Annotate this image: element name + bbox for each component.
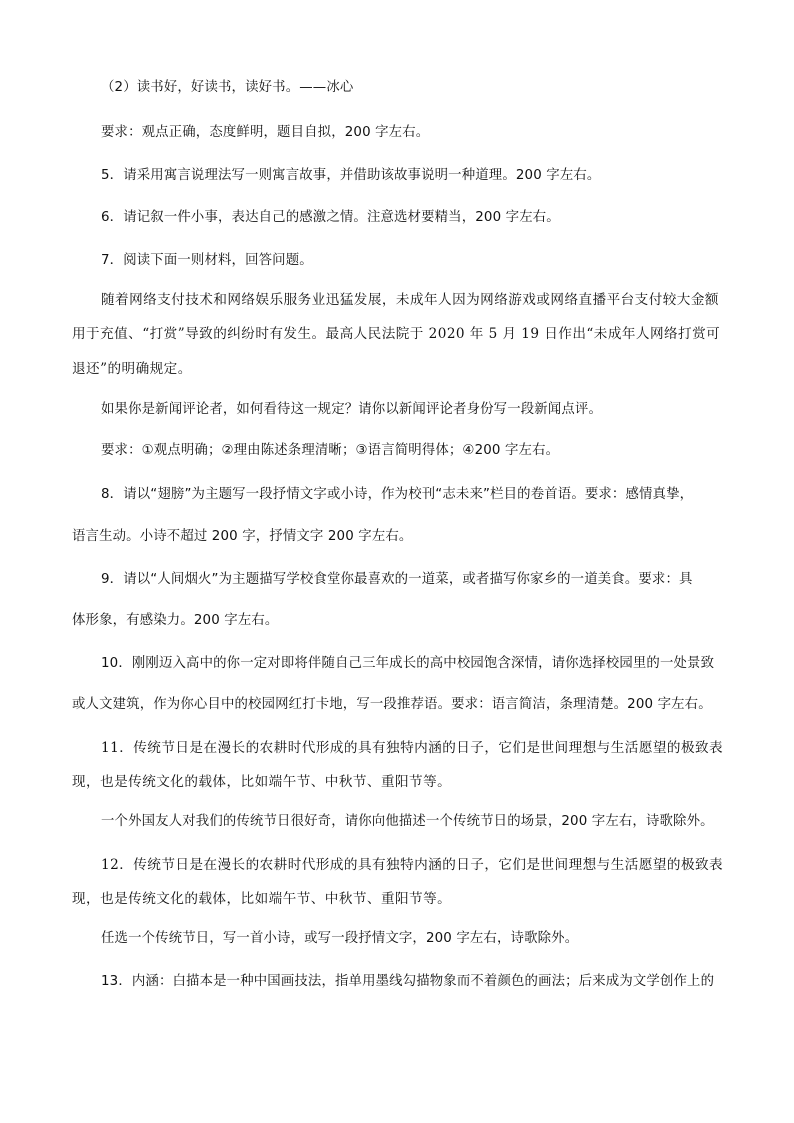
material-line-1: 随着网络支付技术和网络娱乐服务业迅猛发展，未成年人因为网络游戏或网络直播平台支付较大金额 — [101, 292, 719, 308]
question-12-prompt: 任选一个传统节日，写一首小诗，或写一段抒情文字，200 字左右，诗歌除外。 — [101, 931, 579, 946]
quote-line: （2）读书好，好读书，读好书。——冰心 — [101, 80, 354, 95]
question-9: 9．请以“人间烟火”为主题描写学校食堂你最喜欢的一道菜，或者描写你家乡的一道美食。要求：具 — [101, 572, 693, 587]
question-6: 6．请记叙一件小事，表达自己的感激之情。注意选材要精当，200 字左右。 — [101, 210, 560, 225]
question-5: 5．请采用寓言说理法写一则寓言故事，并借助该故事说明一种道理。200 字左右。 — [101, 168, 601, 183]
question-8: 8．请以“翅膀”为主题写一段抒情文字或小诗，作为校刊“志未来”栏目的卷首语。要求：感情真挚， — [101, 487, 694, 502]
question-11-prompt: 一个外国友人对我们的传统节日很好奇，请你向他描述一个传统节日的场景，200 字左右，诗歌除外。 — [101, 814, 714, 829]
question-10-continued: 或人文建筑，作为你心目中的校园网红打卡地，写一段推荐语。要求：语言简洁，条理清楚。200 字左右。 — [72, 697, 712, 712]
question-10: 10．刚刚迈入高中的你一定对即将伴随自己三年成长的高中校园饱含深情，请你选择校园里的一处景致 — [101, 656, 715, 671]
question-8-continued: 语言生动。小诗不超过 200 字，抒情文字 200 字左右。 — [72, 529, 413, 544]
requirement-line: 要求：观点正确，态度鲜明，题目自拟，200 字左右。 — [101, 125, 430, 140]
material-line-3: 退还”的明确规定。 — [72, 361, 192, 377]
question-11-continued: 现，也是传统文化的载体，比如端午节、中秋节、重阳节等。 — [72, 774, 452, 790]
question-7: 7．阅读下面一则材料，回答问题。 — [101, 253, 313, 268]
question-12: 12．传统节日是在漫长的农耕时代形成的具有独特内涵的日子，它们是世间理想与生活愿望的极致表 — [101, 857, 724, 873]
material-line-2: 用于充值、“打赏”导致的纠纷时有发生。最高人民法院于 2020 年 5 月 19 日作出“未成年人网络打赏可 — [72, 326, 721, 342]
question-13: 13．内涵：白描本是一种中国画技法，指单用墨线勾描物象而不着颜色的画法；后来成为文学创作上的 — [101, 974, 715, 989]
question-7-prompt: 如果你是新闻评论者，如何看待这一规定？请你以新闻评论者身份写一段新闻点评。 — [101, 402, 603, 417]
question-9-continued: 体形象，有感染力。200 字左右。 — [72, 613, 279, 628]
question-7-requirements: 要求：①观点明确；②理由陈述条理清晰；③语言简明得体；④200 字左右。 — [101, 443, 560, 458]
question-12-continued: 现，也是传统文化的载体，比如端午节、中秋节、重阳节等。 — [72, 891, 452, 907]
question-11: 11．传统节日是在漫长的农耕时代形成的具有独特内涵的日子，它们是世间理想与生活愿望的极致表 — [101, 740, 724, 756]
